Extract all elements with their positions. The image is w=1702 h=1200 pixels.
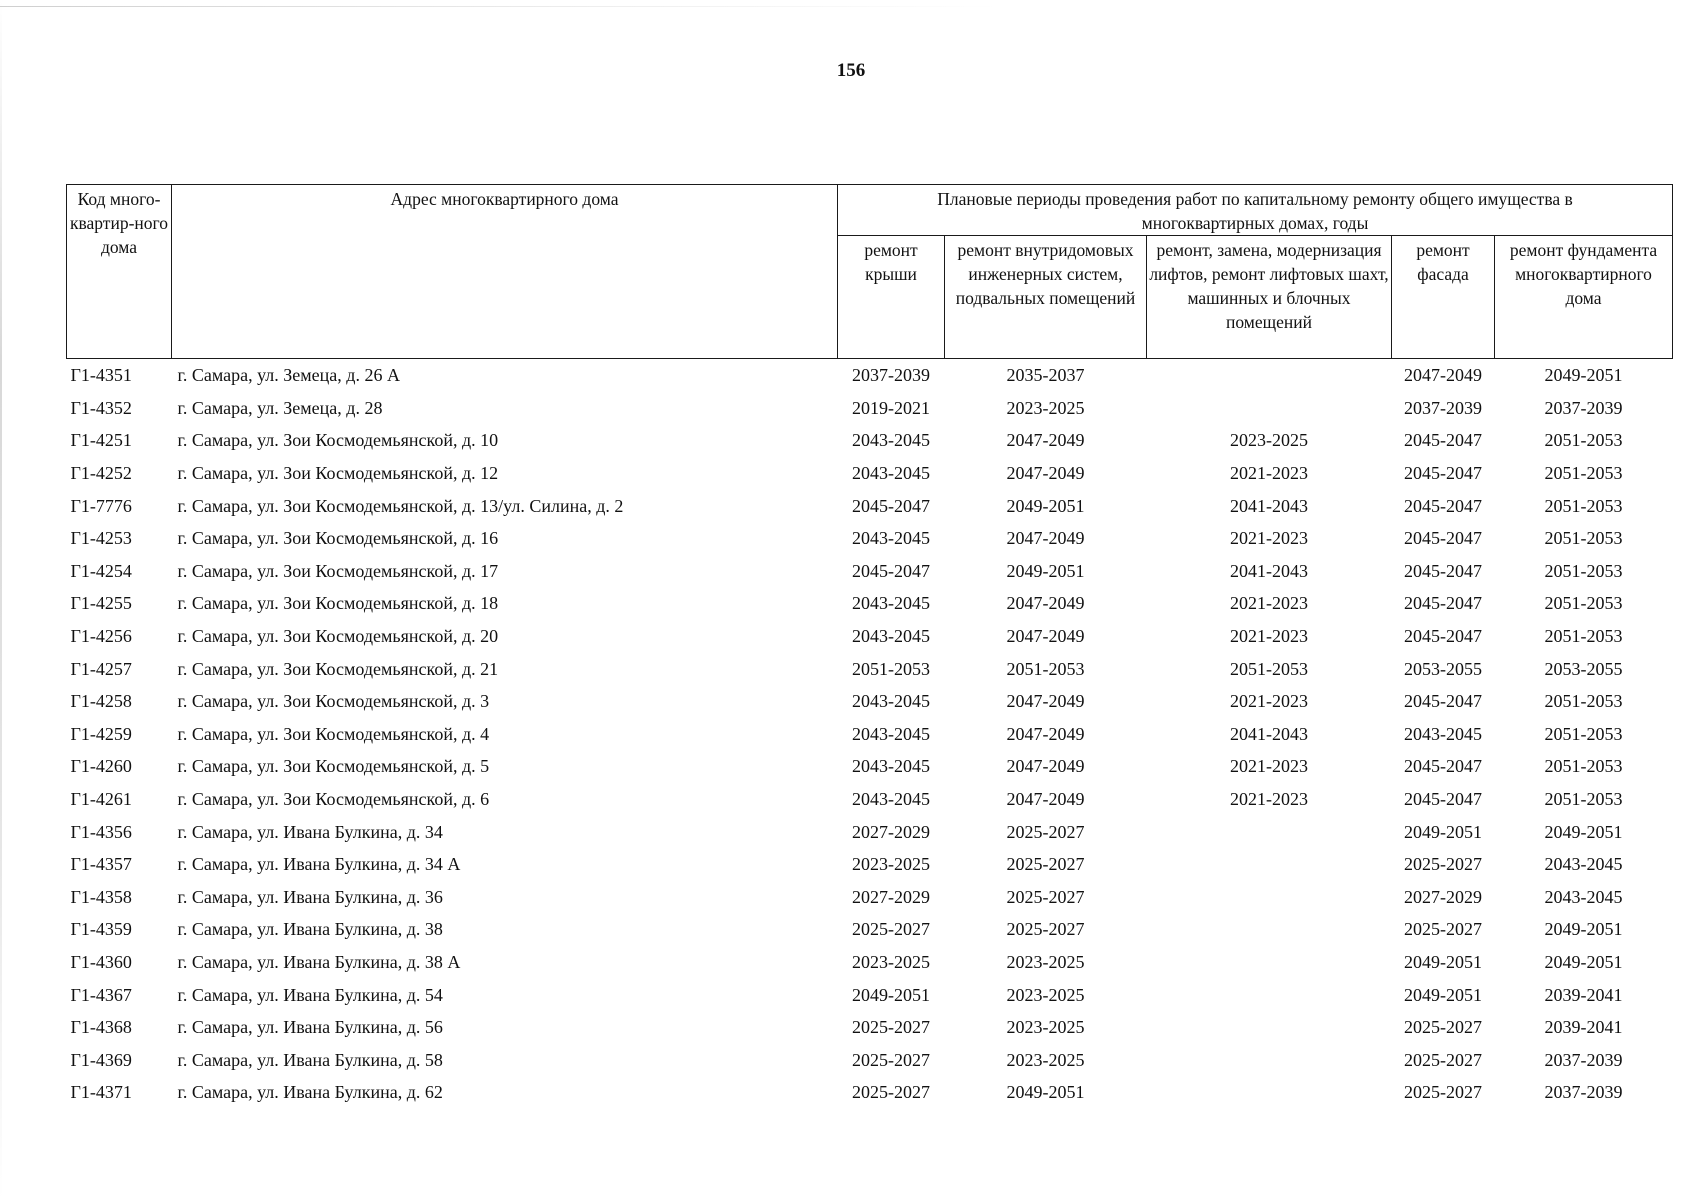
- cell-engineering: 2025-2027: [1006, 886, 1085, 907]
- cell-facade: 2045-2047: [1404, 593, 1482, 614]
- table-row: [67, 489, 1673, 522]
- table-row: [67, 685, 1673, 718]
- table-row: [67, 555, 1673, 588]
- cell-facade: 2045-2047: [1404, 691, 1482, 712]
- header-address: Адрес многоквартирного дома: [172, 185, 838, 359]
- cell-roof: 2045-2047: [852, 495, 930, 516]
- cell-roof: 2037-2039: [852, 365, 930, 386]
- cell-code: Г1-4259: [70, 723, 132, 744]
- cell-address: г. Самара, ул. Земеца, д. 26 А: [177, 365, 400, 386]
- cell-code: Г1-4358: [70, 886, 132, 907]
- cell-facade: 2049-2051: [1404, 984, 1482, 1005]
- cell-foundation: 2049-2051: [1544, 365, 1623, 386]
- cell-facade: 2043-2045: [1404, 723, 1482, 744]
- cell-code: Г1-4371: [70, 1082, 132, 1103]
- cell-code: Г1-7776: [70, 495, 132, 516]
- table-row: [67, 718, 1673, 751]
- cell-elevators: 2021-2023: [1230, 789, 1308, 810]
- cell-elevators: [1147, 1043, 1392, 1076]
- table-row: [67, 1011, 1673, 1044]
- cell-address: г. Самара, ул. Зои Космодемьянской, д. 6: [177, 789, 490, 810]
- table-row: [67, 359, 1673, 392]
- cell-elevators: [1147, 392, 1392, 425]
- cell-elevators: 2021-2023: [1230, 756, 1308, 777]
- cell-roof: 2043-2045: [852, 626, 930, 647]
- cell-address: г. Самара, ул. Зои Космодемьянской, д. 17: [177, 560, 499, 581]
- table-row: [67, 978, 1673, 1011]
- table-row: [67, 522, 1673, 555]
- table-row: [67, 750, 1673, 783]
- table-row: [67, 1043, 1673, 1076]
- cell-foundation: 2051-2053: [1544, 528, 1623, 549]
- cell-facade: 2025-2027: [1404, 1017, 1482, 1038]
- cell-address: г. Самара, ул. Зои Космодемьянской, д. 13/ул. Силина, д. 2: [177, 495, 624, 516]
- cell-elevators: 2021-2023: [1230, 626, 1308, 647]
- cell-engineering: 2047-2049: [1006, 723, 1085, 744]
- cell-engineering: 2049-2051: [1006, 495, 1085, 516]
- cell-elevators: 2021-2023: [1230, 691, 1308, 712]
- cell-roof: 2025-2027: [852, 1082, 930, 1103]
- cell-address: г. Самара, ул. Ивана Булкина, д. 34: [177, 821, 443, 842]
- cell-engineering: 2023-2025: [1006, 951, 1085, 972]
- cell-code: Г1-4256: [70, 626, 132, 647]
- cell-engineering: 2051-2053: [1006, 658, 1085, 679]
- cell-address: г. Самара, ул. Зои Космодемьянской, д. 5: [177, 756, 490, 777]
- table-row: [67, 881, 1673, 914]
- cell-foundation: 2039-2041: [1544, 984, 1623, 1005]
- cell-roof: 2043-2045: [852, 691, 930, 712]
- cell-elevators: [1147, 1076, 1392, 1109]
- table-row: [67, 652, 1673, 685]
- cell-address: г. Самара, ул. Зои Космодемьянской, д. 4: [177, 723, 490, 744]
- cell-roof: 2025-2027: [852, 1049, 930, 1070]
- cell-facade: 2045-2047: [1404, 430, 1482, 451]
- cell-roof: 2023-2025: [852, 951, 930, 972]
- page-number: 156: [836, 60, 866, 81]
- cell-engineering: 2047-2049: [1006, 756, 1085, 777]
- cell-code: Г1-4356: [70, 821, 132, 842]
- cell-code: Г1-4368: [70, 1017, 132, 1038]
- cell-engineering: 2025-2027: [1006, 919, 1085, 940]
- cell-foundation: 2051-2053: [1544, 430, 1623, 451]
- cell-address: г. Самара, ул. Ивана Булкина, д. 36: [177, 886, 443, 907]
- cell-facade: 2047-2049: [1404, 365, 1482, 386]
- cell-engineering: 2023-2025: [1006, 397, 1085, 418]
- cell-address: г. Самара, ул. Ивана Булкина, д. 58: [177, 1049, 443, 1070]
- cell-roof: 2025-2027: [852, 919, 930, 940]
- cell-code: Г1-4253: [70, 528, 132, 549]
- cell-code: Г1-4359: [70, 919, 132, 940]
- cell-facade: 2027-2029: [1404, 886, 1482, 907]
- cell-engineering: 2049-2051: [1006, 560, 1085, 581]
- cell-facade: 2025-2027: [1404, 854, 1482, 875]
- cell-engineering: 2035-2037: [1006, 365, 1085, 386]
- cell-facade: 2045-2047: [1404, 560, 1482, 581]
- cell-foundation: 2039-2041: [1544, 1017, 1623, 1038]
- cell-code: Г1-4251: [70, 430, 132, 451]
- cell-facade: 2045-2047: [1404, 789, 1482, 810]
- cell-facade: 2049-2051: [1404, 951, 1482, 972]
- cell-elevators: 2021-2023: [1230, 593, 1308, 614]
- cell-address: г. Самара, ул. Ивана Булкина, д. 38: [177, 919, 443, 940]
- table-row: [67, 392, 1673, 425]
- cell-code: Г1-4260: [70, 756, 132, 777]
- cell-foundation: 2051-2053: [1544, 691, 1623, 712]
- header-row-top: [67, 185, 1673, 236]
- cell-foundation: 2051-2053: [1544, 723, 1623, 744]
- table-row: [67, 946, 1673, 979]
- cell-facade: 2025-2027: [1404, 919, 1482, 940]
- cell-engineering: 2023-2025: [1006, 1049, 1085, 1070]
- cell-address: г. Самара, ул. Зои Космодемьянской, д. 20: [177, 626, 499, 647]
- header-roof: ремонт крыши: [838, 236, 945, 359]
- scan-edge-left: [0, 0, 2, 1200]
- table-row: [67, 848, 1673, 881]
- scan-edge-top: [0, 6, 1000, 7]
- cell-address: г. Самара, ул. Зои Космодемьянской, д. 12: [177, 463, 499, 484]
- cell-address: г. Самара, ул. Зои Космодемьянской, д. 10: [177, 430, 499, 451]
- cell-facade: 2025-2027: [1404, 1049, 1482, 1070]
- cell-foundation: 2051-2053: [1544, 593, 1623, 614]
- cell-roof: 2023-2025: [852, 854, 930, 875]
- cell-elevators: [1147, 1011, 1392, 1044]
- header-code: Код много-квартир-ного дома: [67, 185, 172, 359]
- cell-code: Г1-4369: [70, 1049, 132, 1070]
- cell-roof: 2043-2045: [852, 756, 930, 777]
- cell-engineering: 2047-2049: [1006, 626, 1085, 647]
- cell-facade: 2045-2047: [1404, 495, 1482, 516]
- cell-foundation: 2043-2045: [1544, 886, 1623, 907]
- cell-engineering: 2047-2049: [1006, 463, 1085, 484]
- cell-engineering: 2025-2027: [1006, 821, 1085, 842]
- table-row: [67, 783, 1673, 816]
- table-header: [67, 185, 1673, 359]
- cell-roof: 2049-2051: [852, 984, 930, 1005]
- cell-engineering: 2047-2049: [1006, 593, 1085, 614]
- cell-facade: 2045-2047: [1404, 528, 1482, 549]
- header-planned-periods: Плановые периоды проведения работ по капитальному ремонту общего имущества в многоквартирных домах, годы: [838, 185, 1673, 236]
- cell-roof: 2043-2045: [852, 593, 930, 614]
- capital-repair-table: [66, 184, 1673, 1109]
- cell-address: г. Самара, ул. Ивана Булкина, д. 56: [177, 1017, 443, 1038]
- cell-roof: 2043-2045: [852, 463, 930, 484]
- cell-roof: 2045-2047: [852, 560, 930, 581]
- header-foundation: ремонт фундамента многоквартирного дома: [1495, 236, 1673, 359]
- cell-code: Г1-4351: [70, 365, 132, 386]
- cell-elevators: 2041-2043: [1230, 495, 1308, 516]
- cell-address: г. Самара, ул. Ивана Булкина, д. 54: [177, 984, 443, 1005]
- cell-code: Г1-4254: [70, 560, 132, 581]
- cell-foundation: 2049-2051: [1544, 821, 1623, 842]
- cell-roof: 2027-2029: [852, 886, 930, 907]
- cell-elevators: 2041-2043: [1230, 560, 1308, 581]
- cell-engineering: 2047-2049: [1006, 430, 1085, 451]
- cell-address: г. Самара, ул. Зои Космодемьянской, д. 16: [177, 528, 499, 549]
- cell-code: Г1-4357: [70, 854, 132, 875]
- cell-facade: 2045-2047: [1404, 463, 1482, 484]
- cell-roof: 2043-2045: [852, 789, 930, 810]
- cell-roof: 2019-2021: [852, 397, 930, 418]
- cell-code: Г1-4255: [70, 593, 132, 614]
- cell-facade: 2045-2047: [1404, 756, 1482, 777]
- cell-elevators: [1147, 913, 1392, 946]
- table-row: [67, 457, 1673, 490]
- header-elevators: ремонт, замена, модернизация лифтов, ремонт лифтовых шахт, машинных и блочных помещений: [1147, 236, 1392, 359]
- cell-engineering: 2023-2025: [1006, 1017, 1085, 1038]
- cell-engineering: 2047-2049: [1006, 691, 1085, 712]
- cell-foundation: 2051-2053: [1544, 560, 1623, 581]
- cell-address: г. Самара, ул. Зои Космодемьянской, д. 21: [177, 658, 499, 679]
- cell-address: г. Самара, ул. Ивана Булкина, д. 38 А: [177, 951, 461, 972]
- cell-elevators: [1147, 946, 1392, 979]
- table-body: [67, 359, 1673, 1109]
- table-row: [67, 815, 1673, 848]
- cell-elevators: [1147, 359, 1392, 392]
- cell-elevators: 2021-2023: [1230, 528, 1308, 549]
- cell-engineering: 2047-2049: [1006, 528, 1085, 549]
- table-row: [67, 1076, 1673, 1109]
- cell-facade: 2025-2027: [1404, 1082, 1482, 1103]
- header-facade: ремонт фасада: [1392, 236, 1495, 359]
- cell-engineering: 2025-2027: [1006, 854, 1085, 875]
- cell-roof: 2027-2029: [852, 821, 930, 842]
- cell-code: Г1-4258: [70, 691, 132, 712]
- cell-facade: 2045-2047: [1404, 626, 1482, 647]
- cell-code: Г1-4367: [70, 984, 132, 1005]
- cell-elevators: [1147, 881, 1392, 914]
- cell-foundation: 2051-2053: [1544, 626, 1623, 647]
- cell-roof: 2025-2027: [852, 1017, 930, 1038]
- cell-code: Г1-4352: [70, 397, 132, 418]
- cell-engineering: 2049-2051: [1006, 1082, 1085, 1103]
- cell-elevators: [1147, 815, 1392, 848]
- header-engineering: ремонт внутридомовых инженерных систем, подвальных помещений: [945, 236, 1147, 359]
- table-row: [67, 620, 1673, 653]
- cell-foundation: 2049-2051: [1544, 919, 1623, 940]
- cell-roof: 2043-2045: [852, 723, 930, 744]
- cell-foundation: 2053-2055: [1544, 658, 1623, 679]
- cell-foundation: 2051-2053: [1544, 756, 1623, 777]
- cell-code: Г1-4257: [70, 658, 132, 679]
- cell-facade: 2037-2039: [1404, 397, 1482, 418]
- cell-facade: 2049-2051: [1404, 821, 1482, 842]
- cell-roof: 2043-2045: [852, 528, 930, 549]
- cell-code: Г1-4252: [70, 463, 132, 484]
- cell-address: г. Самара, ул. Ивана Булкина, д. 34 А: [177, 854, 461, 875]
- cell-foundation: 2037-2039: [1544, 1049, 1623, 1070]
- cell-foundation: 2037-2039: [1544, 397, 1623, 418]
- table-row: [67, 587, 1673, 620]
- cell-elevators: 2021-2023: [1230, 463, 1308, 484]
- cell-elevators: 2023-2025: [1230, 430, 1308, 451]
- table-row: [67, 913, 1673, 946]
- cell-address: г. Самара, ул. Ивана Булкина, д. 62: [177, 1082, 443, 1103]
- cell-roof: 2043-2045: [852, 430, 930, 451]
- cell-address: г. Самара, ул. Земеца, д. 28: [177, 397, 383, 418]
- cell-engineering: 2047-2049: [1006, 789, 1085, 810]
- cell-elevators: [1147, 978, 1392, 1011]
- cell-address: г. Самара, ул. Зои Космодемьянской, д. 3: [177, 691, 490, 712]
- cell-elevators: [1147, 848, 1392, 881]
- cell-foundation: 2043-2045: [1544, 854, 1623, 875]
- cell-code: Г1-4261: [70, 789, 132, 810]
- cell-foundation: 2037-2039: [1544, 1082, 1623, 1103]
- cell-foundation: 2051-2053: [1544, 495, 1623, 516]
- cell-foundation: 2051-2053: [1544, 789, 1623, 810]
- cell-elevators: 2041-2043: [1230, 723, 1308, 744]
- table-row: [67, 424, 1673, 457]
- cell-foundation: 2049-2051: [1544, 951, 1623, 972]
- cell-engineering: 2023-2025: [1006, 984, 1085, 1005]
- cell-roof: 2051-2053: [852, 658, 930, 679]
- cell-facade: 2053-2055: [1404, 658, 1482, 679]
- cell-elevators: 2051-2053: [1230, 658, 1308, 679]
- cell-foundation: 2051-2053: [1544, 463, 1623, 484]
- cell-code: Г1-4360: [70, 951, 132, 972]
- cell-address: г. Самара, ул. Зои Космодемьянской, д. 18: [177, 593, 499, 614]
